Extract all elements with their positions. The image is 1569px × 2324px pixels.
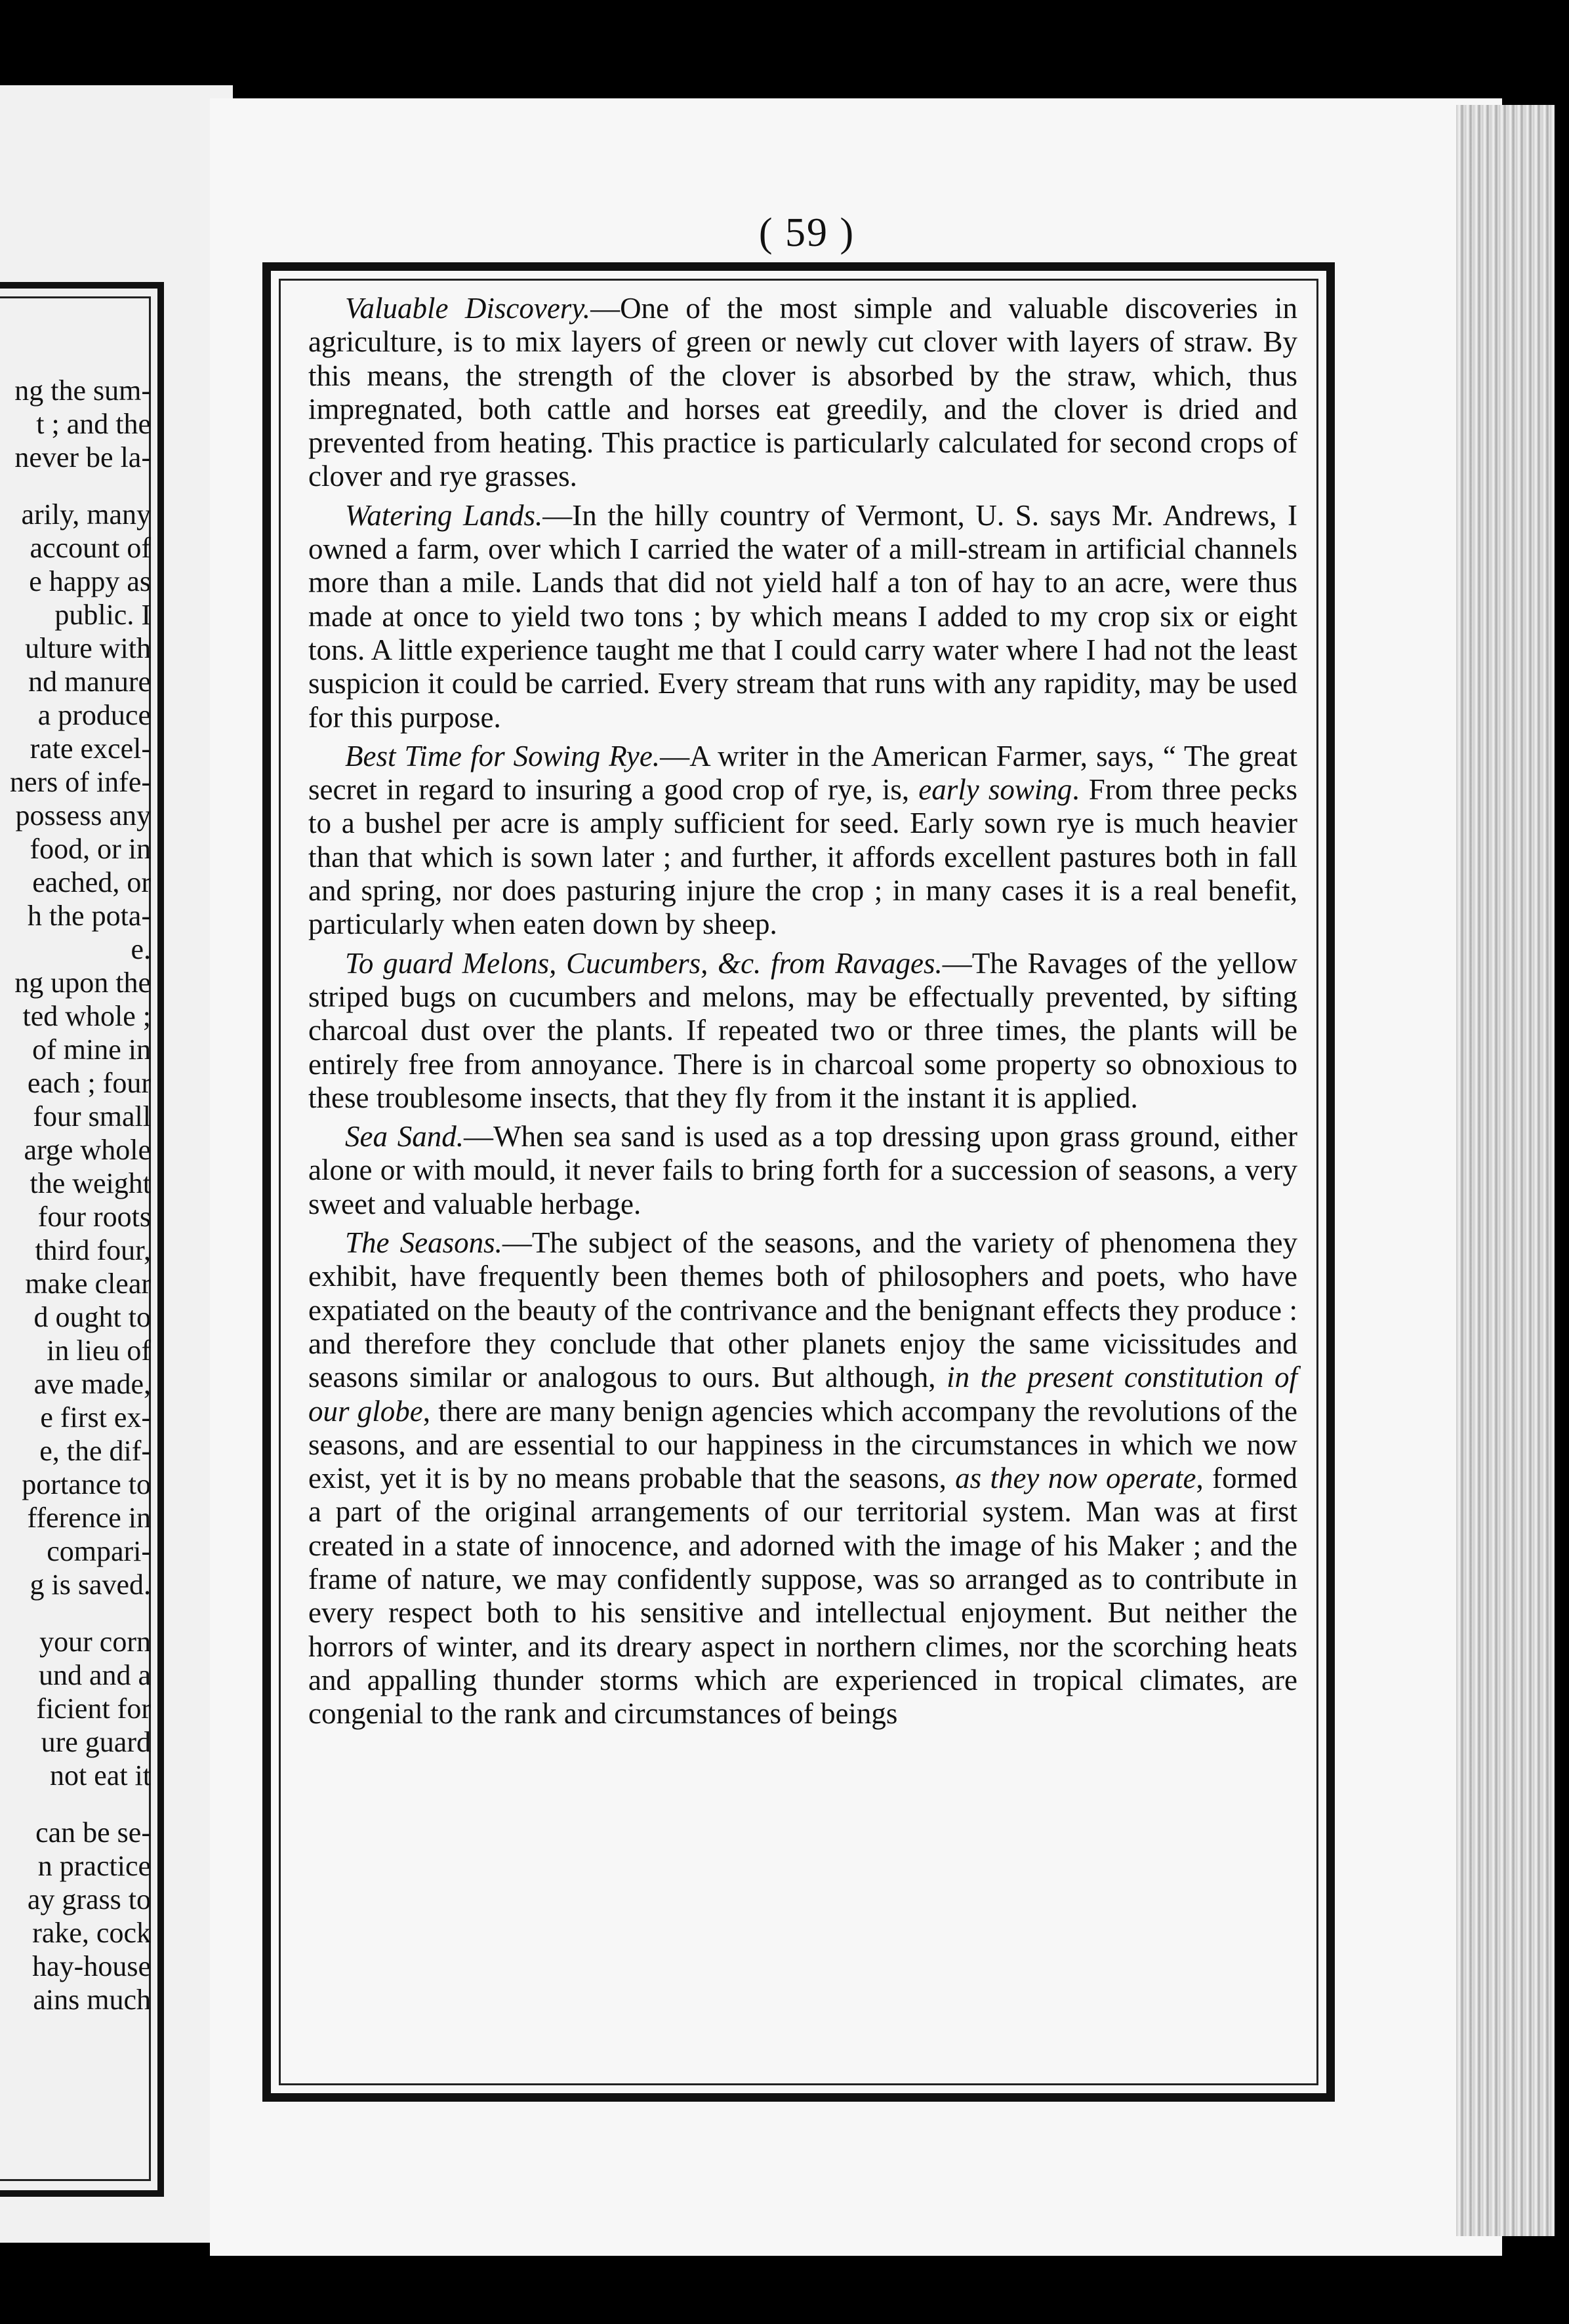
article-title: Best Time for Sowing Rye.: [345, 739, 661, 772]
left-line: the weight: [30, 1167, 151, 1199]
emphasis: as they now operate: [955, 1462, 1196, 1495]
article-body: —The subject of the seasons, and the variety of phenomena they exhibit, have frequently been themes both of philosophers and poets, who have expatiated on the beauty of the contrivance and the benignant effects they produce : and therefore they conclude that other planets enjoy the same vicissitudes and seasons similar or analogous to ours. But although,: [308, 1226, 1297, 1394]
left-line: ng upon the: [14, 967, 151, 999]
left-line-gap: [0, 1601, 151, 1625]
left-line: a produce: [37, 699, 151, 731]
article-body: , there are many benign agencies which accompany the revolutions of the seasons, and are essential to our happiness in the circumstances in which we now exist, yet it is by no means probable that the seasons,: [308, 1394, 1297, 1495]
left-line: ulture with: [25, 632, 151, 664]
left-line: hay-house: [32, 1950, 151, 1982]
left-line: your corn: [39, 1626, 151, 1658]
left-line: each ; four: [27, 1067, 151, 1099]
left-line-gap: [0, 1792, 151, 1816]
article-body: —When sea sand is used as a top dressing upon grass ground, either alone or with mould, it never fails to bring forth for a succession of seasons, a very sweet and valuable herbage.: [308, 1120, 1297, 1220]
article-the-seasons: [308, 1226, 1297, 1731]
article-title: To guard Melons, Cucumbers, &c. from Ravages.: [345, 946, 943, 980]
left-line: nd manure: [28, 666, 151, 698]
page-body: [308, 292, 1297, 1736]
left-line: eached, or: [32, 866, 151, 898]
left-line: of mine in: [32, 1033, 151, 1066]
article-body: , formed a part of the original arrangements of our territorial system. Man was at first created in a state of innocence, and adorned with the image of his Maker ; and the frame of nature, we may confidently suppose, was so arranged as to contribute in every respect both to his sensitive and intellectual enjoyment. But neither the horrors of winter, and its dreary aspect in northern climes, nor the scorching heats and appalling thunder storms which are experienced in tropical climates, are congenial to the rank and circumstances of beings: [308, 1462, 1297, 1731]
left-line: public. I: [54, 599, 151, 631]
left-line: can be se-: [35, 1816, 151, 1849]
article-valuable-discovery: [308, 292, 1297, 494]
article-sea-sand: [308, 1120, 1297, 1221]
left-line: portance to: [22, 1468, 151, 1500]
left-line: e happy as: [29, 565, 151, 597]
left-line: four roots: [37, 1201, 151, 1233]
article-body: —The Ravages of the yellow striped bugs on cucumbers and melons, may be effectually prevented, by sifting charcoal dust over the plants. If repeated two or three times, the plants will be entirely free from annoyance. There is in charcoal some property so obnoxious to these troublesome insects, that they fly from it the instant it is applied.: [308, 946, 1297, 1114]
article-title: Valuable Discovery.: [345, 292, 591, 325]
left-line: rate excel-: [30, 732, 151, 765]
left-line: ay grass to: [27, 1883, 151, 1915]
article-body: . From three pecks to a bushel per acre is amply sufficient for seed. Early sown rye is much heavier than that which is sown later ; and further, it affords excellent pastures both in fall and spring, nor does pasturing injure the crop ; in many cases it is a real benefit, particularly when eaten down by sheep.: [308, 773, 1297, 941]
left-line: food, or in: [30, 833, 151, 865]
left-line: third four,: [35, 1234, 151, 1266]
left-line: not eat it: [50, 1759, 151, 1792]
left-line: n practice: [37, 1850, 151, 1882]
left-line: arily, many: [21, 498, 151, 531]
left-line: never be la-: [14, 441, 151, 473]
article-body: —A writer in the American Farmer, says, “ The great secret in regard to insuring a good crop of rye, is,: [308, 739, 1297, 807]
article-body: —One of the most simple and valuable discoveries in agriculture, is to mix layers of green or newly cut clover with layers of straw. By this means, the strength of the clover is absorbed by the straw, which, thus impregnated, both cattle and horses eat greedily, and the clover is dried and prevented from heating. This practice is particularly calculated for second crops of clover and rye grasses.: [308, 292, 1297, 493]
emphasis: in the present constitution of our globe: [308, 1361, 1298, 1428]
left-line: compari-: [47, 1535, 151, 1567]
left-line: e, the dif-: [39, 1435, 151, 1467]
left-line: ave made,: [33, 1368, 151, 1400]
left-line: ng the sum-: [14, 374, 151, 407]
left-line: account of: [30, 532, 151, 564]
left-line: ted whole ;: [22, 1000, 151, 1032]
previous-page: [0, 85, 233, 2243]
left-line: g is saved.: [30, 1569, 151, 1601]
left-line: four small: [33, 1100, 151, 1132]
left-line: fference in: [27, 1502, 151, 1534]
left-line: e first ex-: [40, 1401, 151, 1433]
article-title: The Seasons.: [345, 1226, 502, 1260]
left-line: ains much: [33, 1984, 151, 2016]
left-line: t ; and the: [36, 408, 151, 440]
article-title: Sea Sand.: [345, 1120, 464, 1153]
left-line: make clear: [25, 1268, 151, 1300]
left-line: und and a: [38, 1659, 151, 1691]
left-line: in lieu of: [47, 1334, 151, 1367]
previous-page-text: [0, 374, 151, 2016]
left-line: ners of infe-: [9, 766, 151, 798]
left-line: ure guard: [41, 1726, 151, 1758]
article-guard-melons: [308, 947, 1297, 1115]
emphasis: early sowing: [918, 773, 1072, 807]
left-line: possess any: [15, 799, 151, 831]
article-watering-lands: [308, 499, 1297, 734]
left-line: h the pota-: [27, 900, 151, 932]
left-line: rake, cock: [32, 1917, 151, 1949]
left-line: arge whole: [24, 1134, 151, 1166]
left-line: d ought to: [33, 1301, 151, 1333]
article-title: Watering Lands.: [345, 498, 543, 532]
article-body: —In the hilly country of Vermont, U. S. says Mr. Andrews, I owned a farm, over which I carried the water of a mill-stream in artificial channels more than a mile. Lands that did not yield half a ton of hay to an acre, were thus made at once to yield two tons ; by which means I added to my crop six or eight tons. A little experience taught me that I could carry water where I had not the least suspicion it could be carried. Every stream that runs with any rapidity, may be used for this purpose.: [308, 498, 1297, 734]
article-sowing-rye: [308, 740, 1297, 942]
left-line: ficient for: [36, 1693, 151, 1725]
page-edges: [1456, 105, 1555, 2236]
left-line-gap: [0, 474, 151, 498]
left-line: e.: [131, 933, 151, 965]
page-number: ( 59 ): [758, 210, 855, 255]
